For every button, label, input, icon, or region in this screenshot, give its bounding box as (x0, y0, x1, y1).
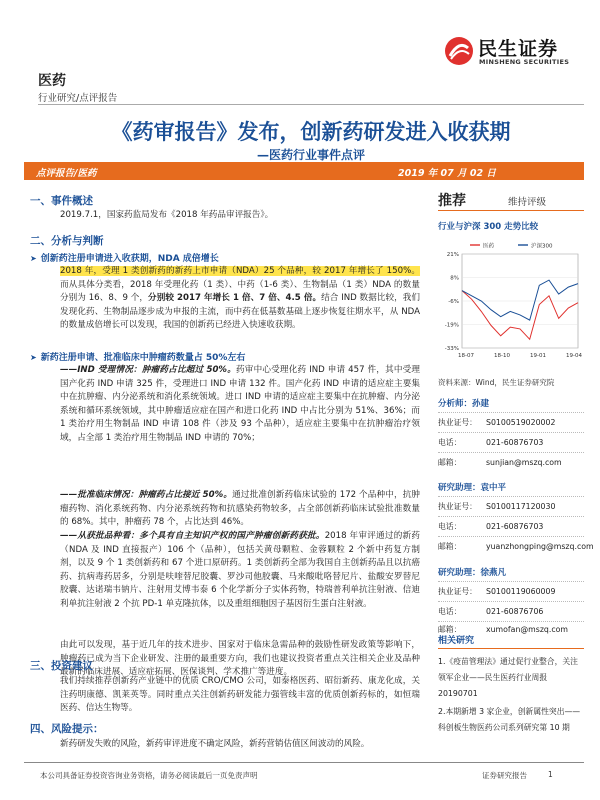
analyst-2-email[interactable]: 邮箱： yuanzhongping@mszq.com (438, 542, 594, 551)
recommendation-divider (438, 210, 584, 211)
ind-paragraph: ——IND 受理情况：肿瘤药占比超过 50%。药审中心受理化药 IND 申请 457 件，其中受理国产化药 IND 申请 325 件，受理进口 IND 申请 132 件。国产化药 IND 申请的适应症主要集中在抗肿瘤、内分泌系统和消化系统领域。进口 IND 申请的适应症主要集中在抗肿瘤、内分泌系统和循环系统领域，其中肿瘤适应症在国产和进口化药 IND 中占比分别为 51%、36%；而 1 类治疗用生物制品 IND 申请 108 件（涉及 93 个品种），适应症主要集中在抗肿瘤治疗领域，占全部 1 类治疗用生物制品 IND 申请的 70%； (60, 365, 421, 443)
analyst-3-cert: 执业证号： S0100119060009 (438, 587, 556, 596)
x-tick-label: 18-07 (458, 353, 474, 359)
recommendation: 推荐 (438, 193, 466, 209)
conclusion-paragraph: 由此可以发现，基于近几年的技术进步、国家对于临床急需品种的鼓励性研发政策等影响下，肿瘤药已成为当下企业研发、注册的最重要方向，我们也建议投资者重点关注相关企业及品种最新的临床进展、适应症拓展、医保谈判、学术推广等进度。 (60, 640, 420, 678)
y-tick-label: -6% (448, 299, 459, 305)
divider (438, 648, 584, 649)
clinical-paragraph: ——批准临床情况：肿瘤药占比接近 50%。通过批准创新药临床试验的 172 个品种中，抗肿瘤药物、消化系统药物、内分泌系统药物和抗感染药物较多，占全部创新药临床试验批准数量的 68%。其中，肿瘤药 78 个，占比达到 46%。 (60, 490, 420, 528)
divider (438, 496, 584, 497)
divider (438, 452, 584, 453)
analyst-3-phone: 电话： 021-60876706 (438, 607, 544, 616)
y-tick-label: 21% (446, 252, 459, 258)
analyst-2-phone: 电话： 021-60876703 (438, 522, 544, 531)
bullet-heading-oncology: ➤ 新药注册申请、批准临床中肿瘤药数量占 50%左右 (30, 350, 245, 363)
overview-text: 2019.7.1，国家药监局发布《2018 年药品审评报告》。 (60, 210, 274, 220)
divider (438, 412, 584, 413)
report-date: 2019 年 07 月 02 日 (398, 168, 496, 179)
investment-text: 我们持续推荐创新药产业链中的优质 CRO/CMO 公司，如泰格医药、昭衍新药、康龙化成，关注药明康德、凯莱英等。同时重点关注创新药研发能力强管线丰富的优质创新药标的，如恒瑞医药、信达生物等。 (60, 676, 420, 714)
related-research-title: 相关研究 (438, 636, 475, 646)
nda-paragraph: 2018 年，受理 1 类创新药的新药上市申请（NDA）25 个品种，较 2017 年增长了 150%。而从具体分类看，2018 年受理化药（1 类）、中药（1-6 类）、生物制品（1 类）NDA 的数量分别为 16、8、9 个，分别较 2017 年增长 1 倍、7 倍、4.5 倍。结合 IND 数据比较，我们发现化药、生物制品逐步成为申报的主流，而中药在低基数基础上逐步恢复往期水平，从 NDA 的数量成倍增长可以发现，我国的创新药已经进入快速收获期。 (60, 266, 421, 331)
minsheng-logo-icon (444, 36, 474, 66)
related-item-1[interactable]: 1.《疫苗管理法》通过促行业整合，关注领军企业——民生医药行业周报 20190701 (438, 657, 578, 698)
x-tick-label: 19-01 (530, 353, 546, 359)
sector-label: 医药 (38, 73, 66, 89)
risk-text: 新药研发失败的风险，新药审评进度不确定风险，新药营销估值区间波动的风险。 (60, 739, 370, 749)
x-tick-label: 19-04 (566, 353, 582, 359)
approval-paragraph: ——从获批品种看：多个具有自主知识产权的国产肿瘤创新药获批。2018 年审评通过的新药（NDA 及 IND 直接报产）106 个（品种），包括关黄母颗粒、金蓉颗粒 2 个新中药复方制剂，以及 9 个 1 类创新药和 67 个进口原研药。1 类创新药全部为我国自主创新药品且以抗癌药、抗病毒药居多，分别是呋喹替尼胶囊、罗沙司他胶囊、马来酸吡咯替尼片、盐酸安罗替尼胶囊、达诺瑞韦钠片、注射用艾博韦泰 6 个化学新分子实体药物，特瑞普利单抗注射液、信迪利单抗注射液 2 个抗 PD-1 单克隆抗体，以及重组细胞因子基因衍生蛋白注射液。 (60, 531, 420, 609)
divider (438, 601, 584, 602)
bullet-heading-nda: ➤ 创新药注册申请进入收获期，NDA 成倍增长 (30, 251, 219, 264)
analyst-1-email[interactable]: 邮箱： sunjian@mszq.com (438, 458, 562, 467)
analyst-3-email[interactable]: 邮箱： xumofan@mszq.com (438, 625, 569, 634)
y-tick-label: 8% (450, 275, 459, 282)
y-tick-label: -33% (444, 346, 459, 352)
chart-source: 资料来源：Wind，民生证券研究院 (438, 378, 555, 387)
divider (438, 621, 584, 622)
header-divider (38, 104, 584, 105)
divider (438, 536, 584, 537)
section-heading-risk: 四、风险提示： (30, 723, 104, 735)
logo-english-text: MINSHENG SECURITIES (479, 58, 570, 66)
legend-label: 沪深300 (531, 243, 553, 250)
y-tick-label: -19% (444, 322, 459, 329)
report-subtitle: —医药行业事件点评 (256, 148, 365, 162)
footer-divider (24, 762, 584, 763)
x-tick-label: 18-10 (494, 353, 510, 359)
divider (438, 581, 584, 582)
section-heading-analysis: 二、分析与判断 (30, 235, 104, 247)
footer-disclaimer: 本公司具备证券投资咨询业务资格，请务必阅读最后一页免责声明 (40, 771, 258, 780)
chart-title: 行业与沪深 300 走势比较 (438, 222, 539, 232)
performance-chart (438, 236, 584, 362)
analyst-1-label: 分析师：孙建 (438, 399, 490, 409)
page-number: 1 (548, 770, 553, 779)
analyst-2-cert: 执业证号： S0100117120030 (438, 502, 556, 511)
analyst-2-label: 研究助理：袁中平 (438, 483, 507, 493)
analyst-1-cert: 执业证号： S0100519020002 (438, 418, 556, 427)
header-band (24, 162, 584, 180)
divider (438, 432, 584, 433)
legend-label: 医药 (483, 243, 495, 250)
footer-label: 证券研究报告 (482, 771, 527, 780)
related-item-2[interactable]: 2.本期新增 3 家企业，创新属性突出——科创板生物医药公司系列研究第 10 期 (438, 707, 581, 732)
divider (438, 516, 584, 517)
analyst-1-phone: 电话： 021-60876703 (438, 438, 544, 447)
report-title: 《药审报告》发布，创新药研发进入收获期 (111, 120, 511, 144)
report-category: 行业研究/点评报告 (38, 93, 118, 104)
logo-text: 民生证券 (478, 38, 559, 60)
nda-highlight: 2018 年，受理 1 类创新药的新药上市申请（NDA）25 个品种，较 2017 年增长了 150%。 (60, 266, 420, 276)
series-line (462, 280, 578, 320)
analyst-3-label: 研究助理：徐燕凡 (438, 568, 507, 578)
rating: 维持评级 (508, 197, 547, 208)
report-type: 点评报告/医药 (36, 168, 97, 179)
section-heading-investment: 三、投资建议 (30, 660, 93, 672)
section-heading-overview: 一、事件概述 (30, 195, 93, 207)
